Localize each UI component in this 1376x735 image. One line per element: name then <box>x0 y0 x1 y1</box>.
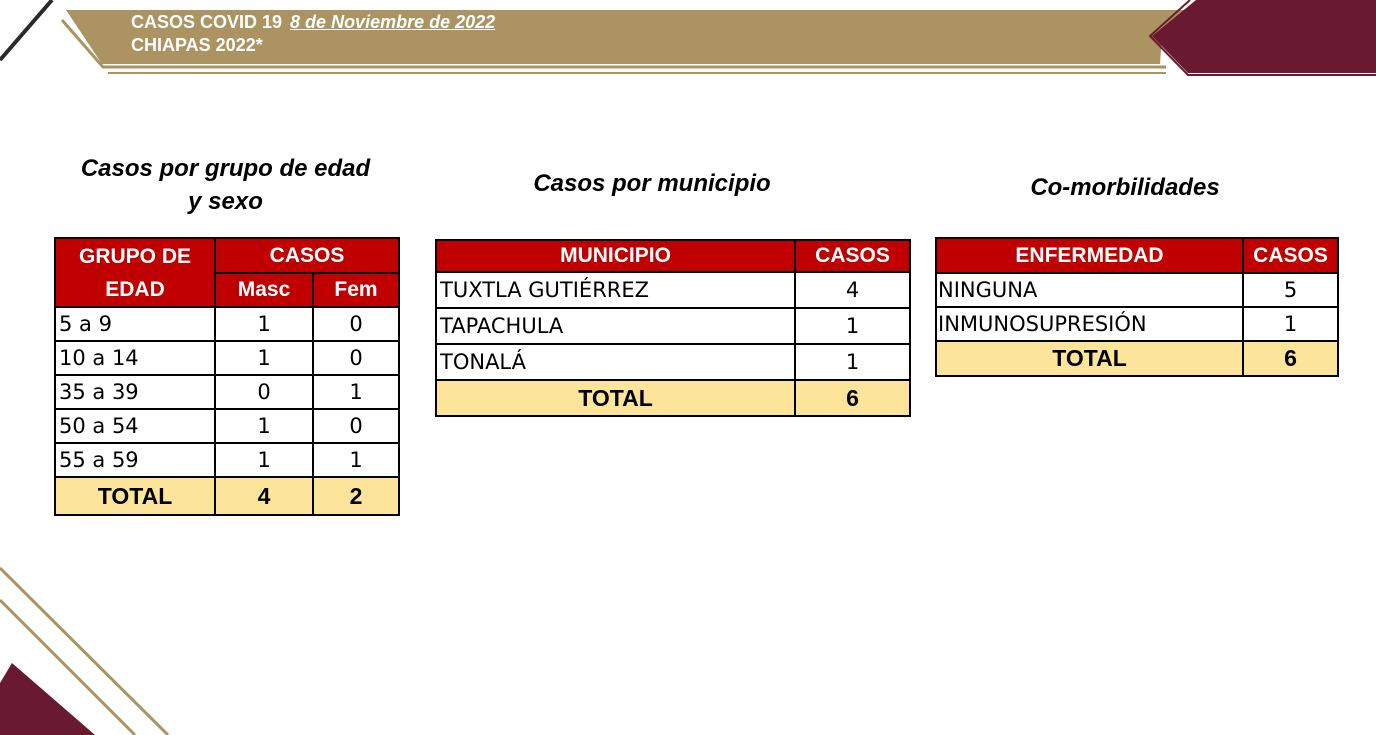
age-group-cell: 55 a 59 <box>55 443 215 477</box>
col-header-casos: CASOS <box>215 238 399 273</box>
col-header-casos: CASOS <box>795 240 910 272</box>
fem-cell: 0 <box>313 307 399 341</box>
age-group-cell: 50 a 54 <box>55 409 215 443</box>
municipio-name-cell: TUXTLA GUTIÉRREZ <box>436 272 795 308</box>
municipio-name-cell: TAPACHULA <box>436 308 795 344</box>
masc-cell: 1 <box>215 409 313 443</box>
col-header-fem: Fem <box>313 273 399 307</box>
table-row <box>936 307 1338 341</box>
masc-cell: 0 <box>215 375 313 409</box>
table-row <box>436 344 910 380</box>
casos-cell: 5 <box>1243 273 1338 307</box>
total-value: 6 <box>1243 341 1338 376</box>
table-row <box>55 341 399 375</box>
casos-cell: 1 <box>795 308 910 344</box>
enfermedad-name-cell: NINGUNA <box>936 273 1243 307</box>
age-sex-table <box>54 237 400 516</box>
total-masc: 4 <box>215 477 313 515</box>
total-fem: 2 <box>313 477 399 515</box>
col-header-grupo-edad: GRUPO DE EDAD <box>55 238 215 307</box>
table-row <box>55 307 399 341</box>
age-table-title: Casos por grupo de edad y sexo <box>80 155 371 215</box>
casos-cell: 4 <box>795 272 910 308</box>
header-banner <box>131 11 495 57</box>
total-row <box>936 341 1338 376</box>
fem-cell: 1 <box>313 375 399 409</box>
masc-cell: 1 <box>215 307 313 341</box>
total-value: 6 <box>795 380 910 416</box>
municipio-table <box>435 239 911 417</box>
masc-cell: 1 <box>215 443 313 477</box>
total-label: TOTAL <box>55 477 215 515</box>
total-label: TOTAL <box>436 380 795 416</box>
fem-cell: 0 <box>313 341 399 375</box>
casos-cell: 1 <box>1243 307 1338 341</box>
table-row <box>436 272 910 308</box>
col-header-municipio: MUNICIPIO <box>436 240 795 272</box>
table-row <box>55 443 399 477</box>
header-title: CASOS COVID 19 <box>131 12 283 32</box>
table-row <box>936 273 1338 307</box>
col-header-masc: Masc <box>215 273 313 307</box>
header-title-line <box>131 11 495 34</box>
col-header-casos: CASOS <box>1243 238 1338 273</box>
table-row <box>55 409 399 443</box>
header-subtitle: CHIAPAS 2022* <box>131 35 263 55</box>
fem-cell: 0 <box>313 409 399 443</box>
municipio-name-cell: TONALÁ <box>436 344 795 380</box>
municipio-table-title: Casos por municipio <box>533 170 771 197</box>
total-label: TOTAL <box>936 341 1243 376</box>
total-row <box>55 477 399 515</box>
age-group-cell: 5 a 9 <box>55 307 215 341</box>
header-date: 8 de Noviembre de 2022 <box>290 12 496 32</box>
col-header-enfermedad: ENFERMEDAD <box>936 238 1243 273</box>
total-row <box>436 380 910 416</box>
casos-cell: 1 <box>795 344 910 380</box>
masc-cell: 1 <box>215 341 313 375</box>
comorbilidades-table <box>935 237 1339 377</box>
fem-cell: 1 <box>313 443 399 477</box>
comorb-table-title: Co-morbilidades <box>1030 174 1220 201</box>
table-row <box>436 308 910 344</box>
age-group-cell: 35 a 39 <box>55 375 215 409</box>
table-row <box>55 375 399 409</box>
age-group-cell: 10 a 14 <box>55 341 215 375</box>
enfermedad-name-cell: INMUNOSUPRESIÓN <box>936 307 1243 341</box>
